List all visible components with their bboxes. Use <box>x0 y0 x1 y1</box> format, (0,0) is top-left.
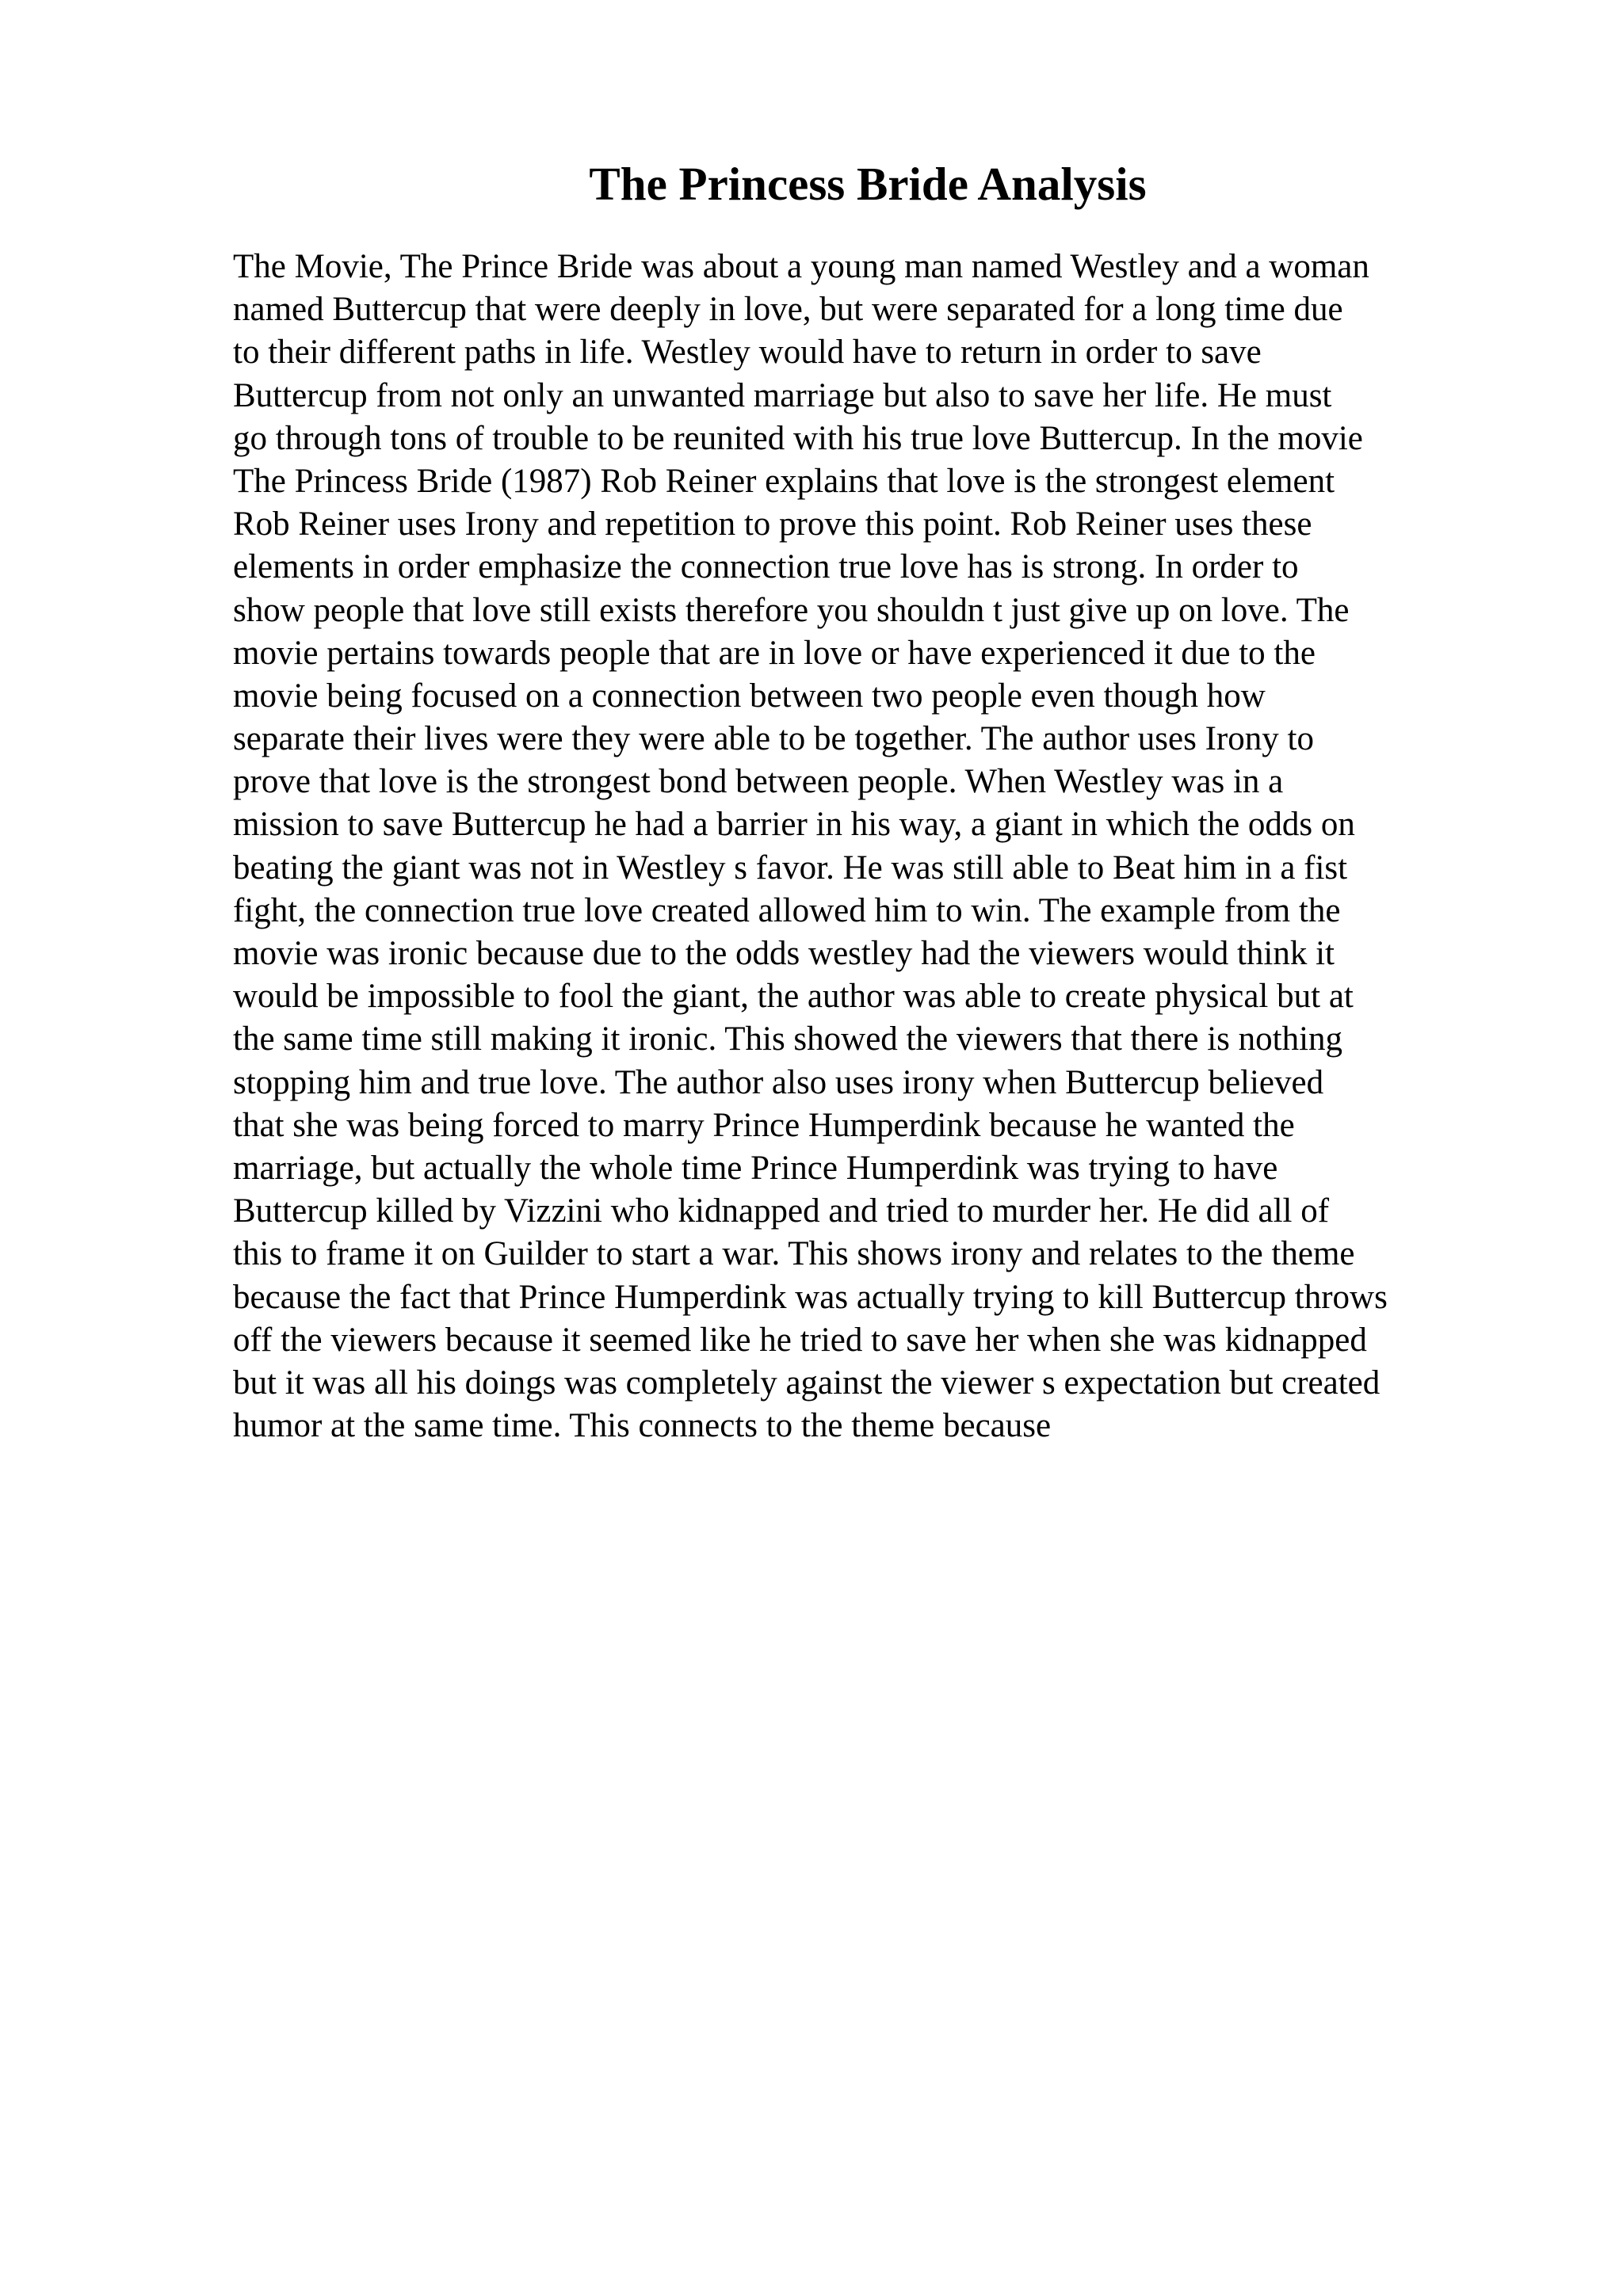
text-line: show people that love still exists therefore you shouldn t just give up on love. The <box>233 591 1350 629</box>
text-line: the same time still making it ironic. This showed the viewers that there is nothing <box>233 1020 1343 1058</box>
text-line: because the fact that Prince Humperdink was actually trying to kill Buttercup throws <box>233 1278 1388 1316</box>
text-line: but it was all his doings was completely against the viewer s expectation but created <box>233 1363 1381 1402</box>
text-line: movie was ironic because due to the odds westley had the viewers would think it <box>233 935 1335 972</box>
text-line: Buttercup killed by Vizzini who kidnapped and tried to murder her. He did all of <box>233 1192 1330 1230</box>
text-line: The Movie, The Prince Bride was about a young man named Westley and a woman <box>233 248 1369 285</box>
text-line: movie pertains towards people that are in love or have experienced it due to the <box>233 634 1316 672</box>
text-line: named Buttercup that were deeply in love, but were separated for a long time due <box>233 291 1343 329</box>
text-line: prove that love is the strongest bond between people. When Westley was in a <box>233 763 1284 801</box>
text-line: separate their lives were they were able to be together. The author uses Irony to <box>233 720 1314 758</box>
document-title: The Princess Bride Analysis <box>589 158 1147 210</box>
text-line: go through tons of trouble to be reunited with his true love Buttercup. In the movie <box>233 419 1363 457</box>
text-line: Rob Reiner uses Irony and repetition to prove this point. Rob Reiner uses these <box>233 505 1312 543</box>
body-paragraph <box>233 246 1580 1447</box>
text-line: humor at the same time. This connects to the theme because <box>233 1407 1052 1445</box>
text-line: elements in order emphasize the connection true love has is strong. In order to <box>233 548 1299 586</box>
text-line: mission to save Buttercup he had a barrier in his way, a giant in which the odds on <box>233 806 1355 844</box>
text-line: The Princess Bride (1987) Rob Reiner explains that love is the strongest element <box>233 462 1335 500</box>
text-line: fight, the connection true love created allowed him to win. The example from the <box>233 891 1341 929</box>
text-line: stopping him and true love. The author also uses irony when Buttercup believed <box>233 1063 1324 1101</box>
text-line: Buttercup from not only an unwanted marriage but also to save her life. He must <box>233 376 1332 414</box>
text-line: beating the giant was not in Westley s favor. He was still able to Beat him in a fist <box>233 849 1348 887</box>
text-line: would be impossible to fool the giant, the author was able to create physical but at <box>233 978 1354 1016</box>
text-line: to their different paths in life. Westley would have to return in order to save <box>233 334 1262 372</box>
text-line: that she was being forced to marry Prince Humperdink because he wanted the <box>233 1106 1295 1144</box>
text-line: movie being focused on a connection between two people even though how <box>233 677 1266 715</box>
text-line: off the viewers because it seemed like he tried to save her when she was kidnapped <box>233 1321 1367 1359</box>
text-line: this to frame it on Guilder to start a war. This shows irony and relates to the theme <box>233 1235 1355 1273</box>
text-line: marriage, but actually the whole time Prince Humperdink was trying to have <box>233 1149 1278 1187</box>
